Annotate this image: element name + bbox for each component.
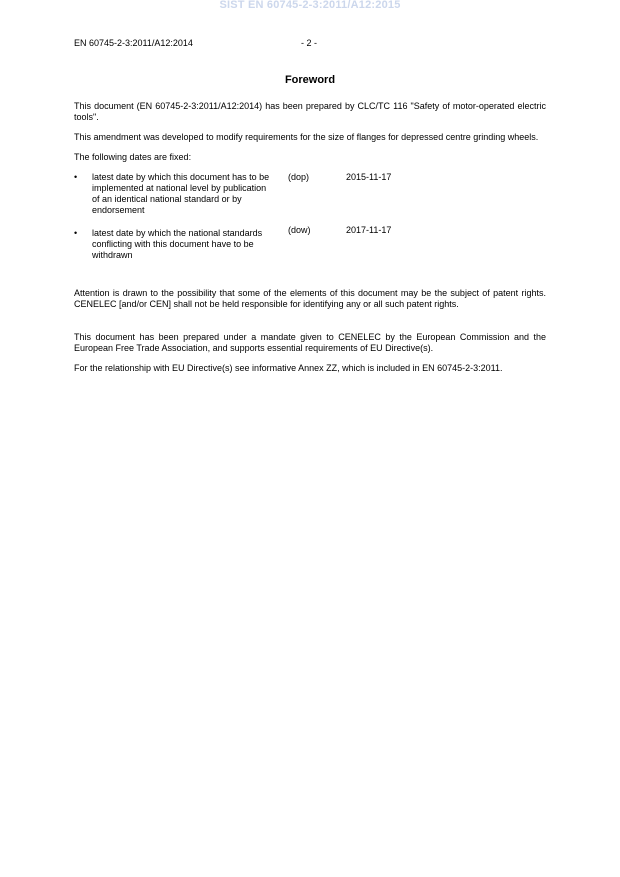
running-header [74, 38, 546, 50]
page-content [74, 74, 546, 383]
paragraph-patent-rights: Attention is drawn to the possibility that some of the elements of this document may be the subject of patent rights. CENELEC [and/or CEN] shall not be held responsible for identifying any or all such patent rights. [74, 288, 546, 309]
date-abbreviation: (dop) [288, 172, 310, 182]
dates-intro: The following dates are fixed: [74, 152, 192, 162]
date-description: latest date by which this document has to be implemented at national level by publication of an identical national standard or by endorsement [92, 172, 270, 215]
paragraph-mandate: This document has been prepared under a mandate given to CENELEC by the European Commission and the European Free Trade Association, and supports essential requirements of EU Directive(s). [74, 332, 546, 353]
watermark: SIST EN 60745-2-3:2011/A12:2015 [219, 0, 401, 11]
paragraph-eu-directive: For the relationship with EU Directive(s) see informative Annex ZZ, which is included in EN 60745-2-3:2011. [74, 363, 503, 373]
spacer [74, 319, 546, 332]
page-number: - 2 - [301, 38, 318, 48]
paragraph-prepared-by: This document (EN 60745-2-3:2011/A12:2014) has been prepared by CLC/TC 116 "Safety of motor-operated electric tools". [74, 101, 546, 122]
document-identifier: EN 60745-2-3:2011/A12:2014 [74, 38, 193, 48]
date-value: 2015-11-17 [346, 172, 392, 182]
date-item-dow [74, 225, 546, 288]
date-value: 2017-11-17 [346, 225, 392, 235]
bullet-icon: • [74, 172, 78, 182]
bullet-icon: • [74, 228, 78, 238]
date-item-dop [74, 172, 546, 228]
date-description: latest date by which the national standards conflicting with this document have to be withdrawn [92, 228, 263, 260]
page-title: Foreword [284, 74, 336, 86]
date-abbreviation: (dow) [288, 225, 311, 235]
paragraph-amendment-purpose: This amendment was developed to modify requirements for the size of flanges for depressed centre grinding wheels. [74, 132, 539, 142]
